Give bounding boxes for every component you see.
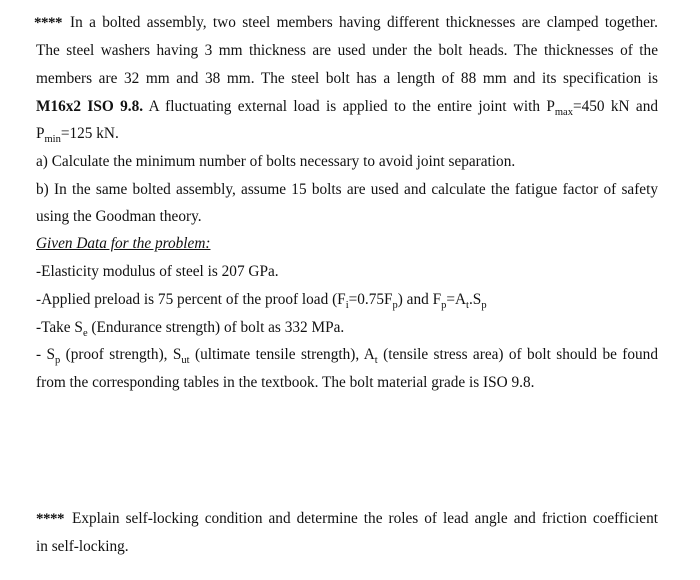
part-a: a) Calculate the minimum number of bolts necessary to avoid joint separation. [36,153,516,170]
bolt-spec: M16x2 ISO 9.8. [36,98,144,115]
strength-text-c: (ultimate tensile strength), A [189,346,375,363]
strength-text-a: - S [36,346,56,363]
problem1-line1: In a bolted assembly, two steel members having different thicknesses are clamped together. [70,14,658,31]
problem1-line5 [36,124,119,144]
pmin-symbol: P [36,125,45,142]
preload-text-e: .S [468,291,482,308]
problem2-line1: Explain self-locking condition and determine the roles of lead angle and friction coefficient [72,510,658,527]
problem1-line2: The steel washers having 3 mm thickness are used under the bolt heads. The thicknesses of the [36,42,658,59]
problem1-line3: members are 32 mm and 38 mm. The steel bolt has a length of 88 mm and its specification is [36,70,658,87]
pmax-subscript: max [554,107,573,118]
given-data-heading: Given Data for the problem: [36,235,211,252]
endurance-text-a: -Take S [36,319,83,336]
fi-subscript: i [345,300,349,311]
strength-text-b: (proof strength), S [60,346,182,363]
preload-text-c: ) and F [397,291,442,308]
part-b-line2: using the Goodman theory. [36,208,202,225]
given-preload [36,290,487,310]
se-subscript: e [82,328,88,339]
preload-text-d: =A [446,291,467,308]
problem2-line2: in self-locking. [36,538,129,555]
preload-text-b: =0.75F [348,291,393,308]
endurance-text-b: (Endurance strength) of bolt as 332 MPa. [87,319,345,336]
given-strengths-line2: from the corresponding tables in the textbook. The bolt material grade is ISO 9.8. [36,374,535,391]
problem1-stars: **** [34,15,62,31]
pmin-subscript: min [44,134,61,145]
given-strengths-line1 [36,345,658,365]
strength-text-d: (tensile stress area) of bolt should be found [377,346,658,363]
given-endurance [36,318,344,338]
part-b-line1: b) In the same bolted assembly, assume 15 bolts are used and calculate the fatigue factor of safety [36,181,658,198]
sp-subscript-2: p [55,355,61,366]
load-text: A fluctuating external load is applied to the entire joint with P [148,98,555,115]
fp-subscript: p [392,300,398,311]
pmin-value: =125 kN. [60,125,119,142]
at-subscript: t [466,300,469,311]
pmax-value: =450 kN and [572,98,659,115]
fp-subscript-2: p [441,300,447,311]
sp-subscript: p [481,300,487,311]
problem2-stars: **** [36,511,64,527]
preload-text-a: -Applied preload is 75 percent of the proof load (F [36,291,346,308]
problem1-line4 [36,97,658,117]
sut-subscript: ut [181,355,190,366]
at-subscript-2: t [374,355,378,366]
given-elasticity: -Elasticity modulus of steel is 207 GPa. [36,263,279,280]
